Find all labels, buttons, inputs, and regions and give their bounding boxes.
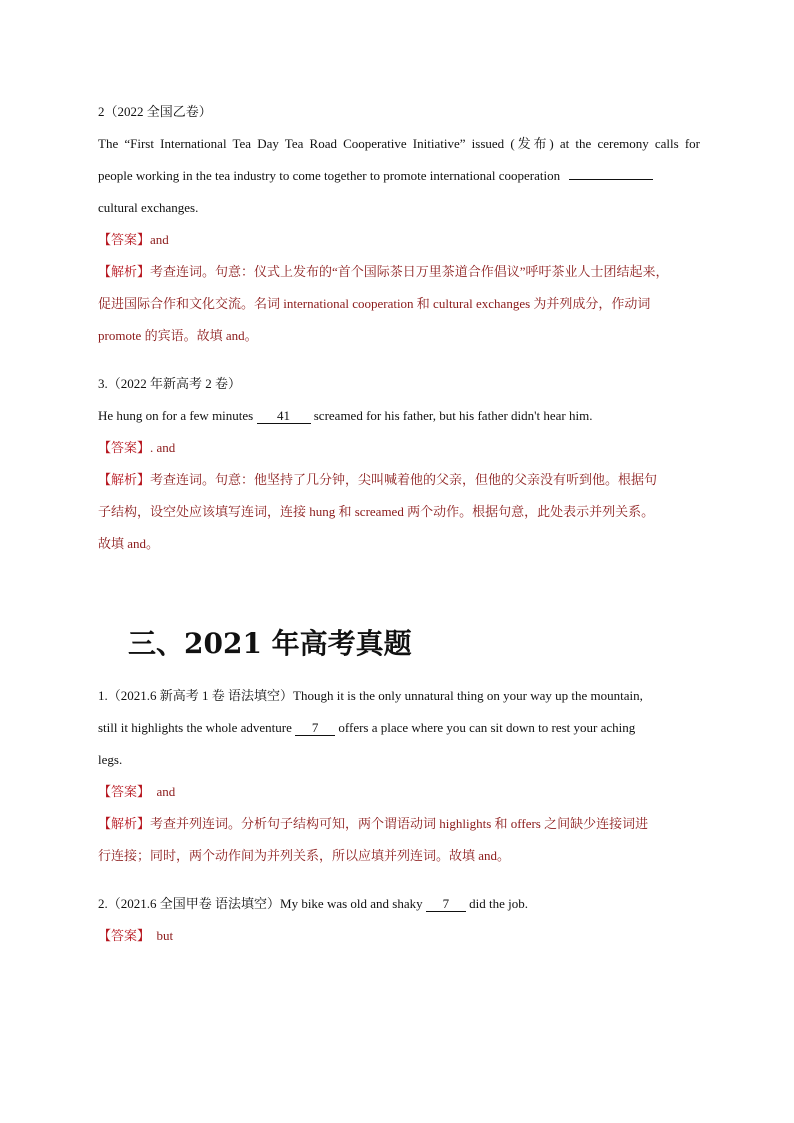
spacer — [98, 560, 700, 624]
question-text-part: Though it is the only unnatural thing on your way up the mountain, — [293, 688, 643, 703]
fill-blank: 7 — [426, 896, 466, 912]
analysis-line — [98, 464, 700, 496]
answer-value: and — [156, 784, 176, 799]
question-source: 2.（2021.6 全国甲卷 语法填空） — [98, 896, 281, 911]
answer-line — [98, 776, 700, 808]
question-source: 3.（2022 年新高考 2 卷） — [98, 376, 242, 391]
question-text: cultural exchanges. — [98, 200, 199, 215]
analysis-tag: 【解析】 — [98, 264, 151, 279]
analysis-text: 故填 and。 — [98, 536, 160, 551]
question-text-part: He hung on for a few minutes — [98, 408, 254, 423]
question-text — [98, 712, 700, 744]
question-text-part: My bike was old and shaky — [280, 896, 423, 911]
question-text-part: people working in the tea industry to come together to promote international cooperation — [98, 168, 561, 183]
analysis-text: 考查连词。句意：他坚持了几分钟，尖叫喊着他的父亲，但他的父亲没有听到他。根据句 — [150, 472, 658, 487]
analysis-text: 考查连词。句意：仪式上发布的“首个国际茶日万里茶道合作倡议”呼吁茶业人士团结起来， — [150, 264, 669, 279]
analysis-tag: 【解析】 — [98, 472, 151, 487]
answer-value: but — [156, 928, 174, 943]
answer-tag: 【答案】 — [98, 440, 151, 455]
analysis-line — [98, 808, 700, 840]
fill-blank — [569, 179, 653, 180]
question-text — [98, 160, 700, 192]
fill-blank: 7 — [295, 720, 335, 736]
analysis-text: 促进国际合作和文化交流。名词 international cooperation 和 cultural exchanges 为并列成分，作动词 — [98, 296, 651, 311]
answer-line — [98, 432, 700, 464]
answer-tag: 【答案】 — [98, 232, 151, 247]
document-page — [98, 96, 700, 952]
question-text: legs. — [98, 752, 123, 767]
answer-line — [98, 224, 700, 256]
analysis-tag: 【解析】 — [98, 816, 151, 831]
analysis-text: 子结构，设空处应该填写连词，连接 hung 和 screamed 两个动作。根据句意，此处表示并列关系。 — [98, 504, 655, 519]
spacer — [98, 352, 700, 368]
answer-line — [98, 920, 700, 952]
answer-tag: 【答案】 — [98, 928, 151, 943]
question-text — [98, 680, 700, 712]
answer-tag: 【答案】 — [98, 784, 151, 799]
question-text-part: did the job. — [469, 896, 528, 911]
answer-value: and — [150, 232, 169, 247]
analysis-text: promote 的宾语。故填 and。 — [98, 328, 258, 343]
analysis-text: 考查并列连词。分析句子结构可知，两个谓语动词 highlights 和 offers 之间缺少连接词进 — [150, 816, 649, 831]
question-text: The “First International Tea Day Tea Road Cooperative Initiative” issued (发布) at the ceremony calls for — [98, 136, 700, 151]
analysis-line — [98, 256, 700, 288]
question-source: 1.（2021.6 新高考 1 卷 语法填空） — [98, 688, 294, 703]
spacer — [98, 872, 700, 888]
analysis-text: 行连接；同时，两个动作间为并列关系，所以应填并列连词。故填 and。 — [98, 848, 511, 863]
question-text — [98, 888, 700, 920]
question-text-part: still it highlights the whole adventure — [98, 720, 292, 735]
section-heading: 三、2021 年高考真题 — [128, 627, 412, 660]
fill-blank: 41 — [257, 408, 311, 424]
question-text-part: offers a place where you can sit down to rest your aching — [338, 720, 636, 735]
question-source: 2（2022 全国乙卷） — [98, 104, 212, 119]
question-text — [98, 400, 700, 432]
question-text-part: screamed for his father, but his father didn't hear him. — [313, 408, 593, 423]
answer-value: . and — [150, 440, 176, 455]
